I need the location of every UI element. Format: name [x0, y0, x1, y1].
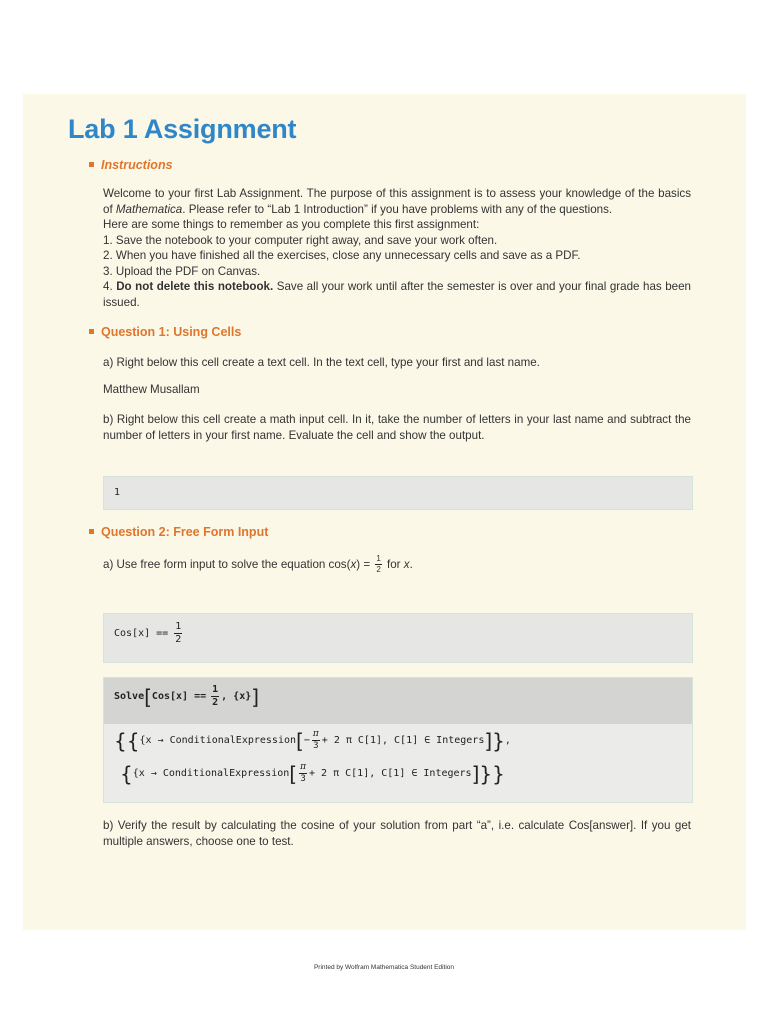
- open-bracket-icon: [: [144, 684, 152, 709]
- q2-part-a-prefix: a) Use free form input to solve the equation cos(: [103, 557, 351, 571]
- q2-solve-cell[interactable]: [103, 677, 693, 803]
- freeform-expression: [114, 622, 184, 645]
- open-brace-icon: {: [120, 761, 133, 786]
- open-brace-icon: {: [114, 728, 127, 753]
- open-brace-icon: {: [126, 728, 140, 753]
- section-label: Instructions: [101, 158, 173, 172]
- section-label: Question 2: Free Form Input: [101, 525, 269, 539]
- solve-input-row[interactable]: [104, 678, 692, 724]
- q2-part-a: [103, 555, 691, 574]
- q1-part-b: b) Right below this cell create a math input cell. In it, take the number of letters in your last name and subtract the number of letters in your first name. Evaluate the cell and show the output.: [103, 413, 691, 442]
- section-bullet-icon: [89, 529, 94, 534]
- q1-output-cell[interactable]: [103, 476, 693, 510]
- notebook-page: [23, 94, 746, 930]
- close-bracket-icon: ]: [471, 761, 480, 786]
- output-1-head: {x → ConditionalExpression: [139, 735, 297, 746]
- item4-rest: Save all your work until after the semester is over and your final grade has been issued.: [103, 280, 691, 309]
- fraction-numerator: 1: [175, 621, 182, 632]
- q2-fraction: [375, 555, 381, 574]
- instructions-item-2: 2. When you have finished all the exercises, close any unnecessary cells and save as a PDF.: [103, 249, 581, 262]
- close-bracket-icon: ]: [484, 728, 493, 753]
- output-1-fraction: [312, 730, 320, 751]
- close-brace-icon: }: [479, 761, 493, 786]
- mathematica-italic: Mathematica: [115, 202, 183, 216]
- item4-prefix: 4.: [103, 280, 117, 293]
- solve-arg-1: Cos[x] ==: [151, 691, 207, 702]
- instructions-item-4: [103, 279, 691, 310]
- section-question-2[interactable]: [89, 525, 268, 539]
- q1-output-value: 1: [114, 487, 121, 498]
- solve-output-line-2: [120, 763, 505, 784]
- item4-bold: Do not delete this notebook.: [116, 280, 274, 293]
- q1-part-a: a) Right below this cell create a text cell. In the text cell, type your first and last name.: [103, 356, 540, 369]
- fraction-numerator: 1: [376, 554, 381, 563]
- section-bullet-icon: [89, 329, 94, 334]
- instructions-text: [103, 186, 691, 310]
- fraction-denominator: 2: [175, 634, 182, 645]
- solve-function: Solve: [114, 691, 145, 702]
- q2-period: .: [409, 557, 413, 571]
- fraction-numerator: 1: [212, 684, 219, 695]
- print-footer: Printed by Wolfram Mathematica Student Edition: [313, 964, 455, 971]
- instructions-item-1: 1. Save the notebook to your computer right away, and save your work often.: [103, 233, 498, 247]
- close-brace-icon: }: [492, 728, 505, 753]
- fraction-denominator: 3: [313, 741, 319, 751]
- instructions-item-3: 3. Upload the PDF on Canvas.: [103, 264, 261, 278]
- solve-fraction: [211, 685, 219, 708]
- output-2-tail: + 2 π C[1], C[1] ∈ Integers: [309, 768, 472, 779]
- open-bracket-icon: [: [289, 761, 298, 786]
- section-bullet-icon: [89, 162, 94, 167]
- close-bracket-icon: ]: [251, 684, 260, 709]
- q2-var-x: x: [350, 557, 357, 571]
- q2-part-a-mid: ) =: [356, 557, 374, 571]
- instructions-intro: Here are some things to remember as you complete this first assignment:: [103, 218, 480, 231]
- solve-output-line-1: [114, 730, 511, 751]
- output-1-tail: + 2 π C[1], C[1] ∈ Integers: [321, 735, 485, 746]
- output-1-comma: ,: [504, 735, 511, 746]
- output-1-minus: −: [303, 735, 310, 746]
- freeform-lhs: Cos[x] ==: [114, 628, 169, 639]
- fraction-numerator: π: [300, 762, 307, 772]
- instructions-para-b: . Please refer to “Lab 1 Introduction” if you have problems with any of the questions.: [182, 202, 613, 216]
- q2-part-a-for: for: [383, 557, 404, 571]
- fraction-denominator: 3: [300, 774, 306, 784]
- section-label: Question 1: Using Cells: [101, 325, 242, 339]
- q2-freeform-cell[interactable]: [103, 613, 693, 663]
- open-bracket-icon: [: [296, 728, 304, 753]
- close-brace-icon: }: [492, 761, 505, 786]
- output-2-head: {x → ConditionalExpression: [132, 768, 290, 779]
- page-title: Lab 1 Assignment: [68, 114, 297, 144]
- freeform-fraction: [174, 622, 182, 645]
- q2-part-b: b) Verify the result by calculating the cosine of your solution from part “a”, i.e. calculate Cos[answer]. If you get multiple answers, choose one to test.: [103, 819, 691, 848]
- fraction-numerator: π: [312, 729, 319, 739]
- solve-expression: [114, 685, 259, 708]
- section-question-1[interactable]: [89, 325, 241, 339]
- instructions-para-a: Welcome to your first Lab Assignment. The purpose of this assignment is to assess your knowledge of the basics of: [103, 187, 691, 216]
- solve-arg-2: , {x}: [221, 691, 252, 702]
- fraction-denominator: 2: [212, 697, 219, 708]
- output-2-fraction: [299, 763, 307, 784]
- q1-name-text[interactable]: Matthew Musallam: [103, 383, 200, 396]
- section-instructions[interactable]: [89, 158, 173, 172]
- q2-var-x-2: x: [403, 557, 410, 571]
- fraction-denominator: 2: [376, 565, 381, 574]
